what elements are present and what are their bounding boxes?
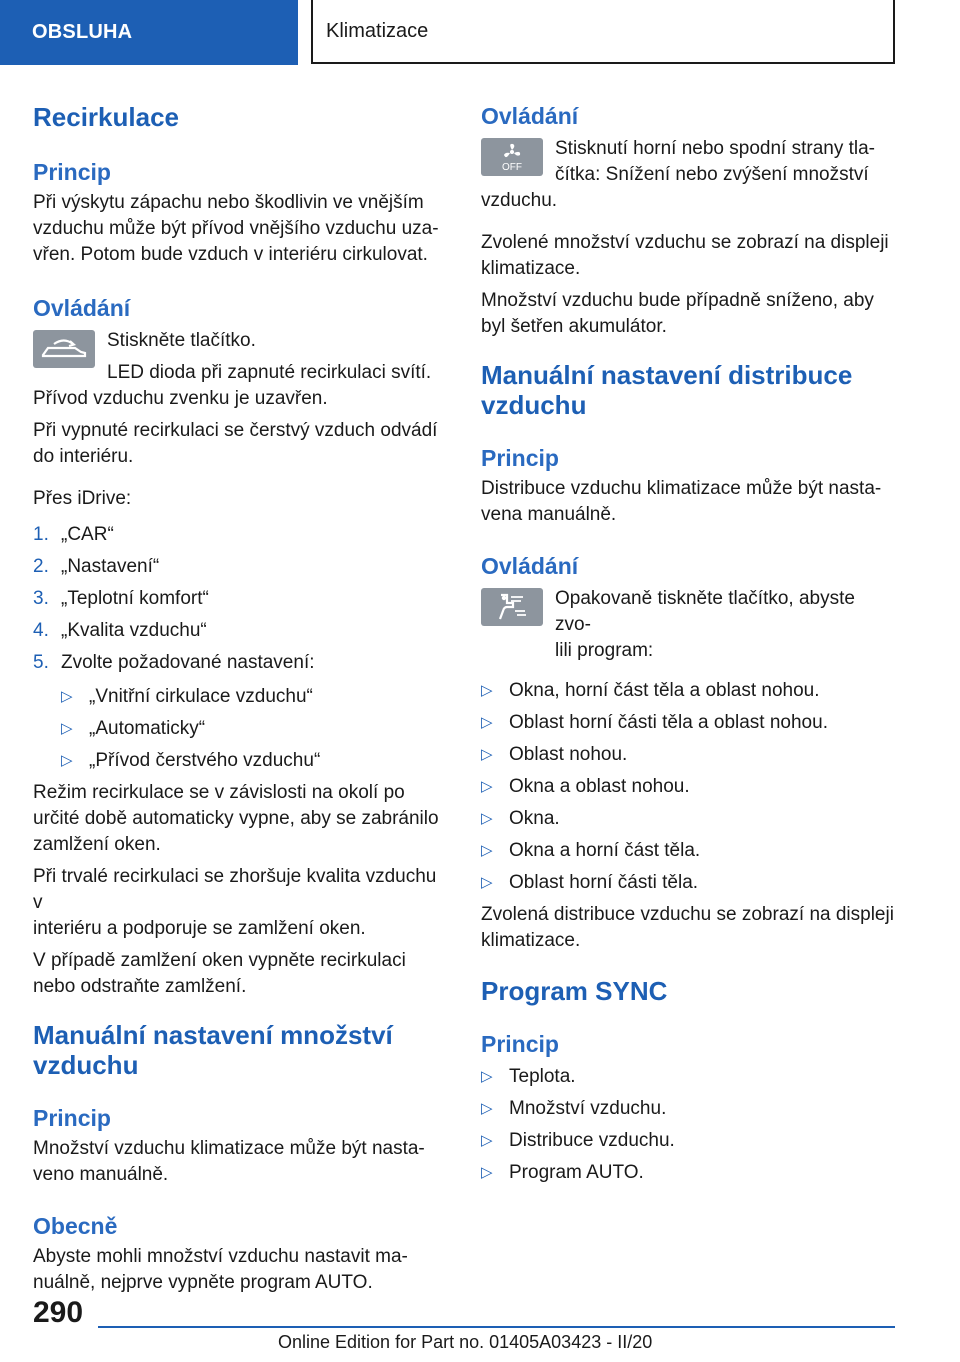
recirculation-control [33, 328, 443, 386]
list-item: 1. „CAR“ [33, 524, 114, 545]
footer-divider [98, 1326, 895, 1328]
chapter-tab [311, 0, 895, 64]
paragraph-amount-display: Zvolené množství vzduchu se zobrazí na displeji klimatizace. [481, 232, 889, 279]
heading-manual-amount: Manuální nastavení množství vzduchu [33, 1020, 393, 1080]
heading-principle: Princip [33, 159, 111, 185]
list-item: ▷ Program AUTO. [481, 1162, 644, 1183]
heading-control: Ovládání [33, 295, 131, 321]
paragraph-principle-amount: Množství vzduchu klimatizace může být nasta- veno manuálně. [33, 1138, 425, 1185]
heading-control: Ovládání [481, 553, 579, 579]
fan-off-icon [481, 138, 543, 176]
heading-principle: Princip [33, 1105, 111, 1131]
list-item: ▷ Oblast horní části těla. [481, 872, 699, 893]
page-number: 290 [33, 1296, 84, 1329]
paragraph-intake-closed: Přívod vzduchu zvenku je uzavřen. [33, 388, 328, 409]
heading-principle: Princip [481, 1031, 559, 1057]
heading-recirculation: Recirkulace [33, 102, 179, 132]
instruction-press: Stiskněte tlačítko. [107, 330, 256, 351]
fan-control: OFF Stisknutí horní nebo spodní strany tla- čítka: Snížení nebo zvýšení množství [481, 136, 896, 188]
heading-sync: Program SYNC [481, 976, 668, 1006]
heading-manual-distribution: Manuální nastavení distribuce vzduchu [481, 360, 853, 420]
paragraph-fogging: V případě zamlžení oken vypněte recirkulaci nebo odstraňte zamlžení. [33, 950, 406, 997]
paragraph-battery: Množství vzduchu bude případně sníženo, aby byl šetřen akumulátor. [481, 290, 874, 337]
instruction-led: LED dioda při zapnuté recirkulaci svítí. [107, 362, 432, 383]
list-item: ▷ Okna, horní část těla a oblast nohou. [481, 680, 820, 701]
list-item: ▷ „Automaticky“ [61, 718, 206, 739]
list-item: ▷ Oblast nohou. [481, 744, 628, 765]
list-item: 4. „Kvalita vzduchu“ [33, 620, 207, 641]
paragraph-distribution-display: Zvolená distribuce vzduchu se zobrazí na displeji klimatizace. [481, 904, 894, 951]
paragraph-idrive: Přes iDrive: [33, 488, 132, 509]
edition-note: Online Edition for Part no. 01405A03423 - II/20 [278, 1332, 653, 1352]
list-item: 5. Zvolte požadované nastavení: [33, 652, 315, 673]
paragraph-fan-end: vzduchu. [481, 190, 558, 211]
list-item: ▷ „Vnitřní cirkulace vzduchu“ [61, 686, 313, 707]
paragraph-principle: Při výskytu zápachu nebo škodlivin ve vnějším vzduchu může být přívod vnějšího vzduchu uza- vřen. Potom bude vzduch v interiéru cirkulovat. [33, 192, 439, 265]
left-column [33, 100, 443, 1296]
list-item: ▷ Distribuce vzduchu. [481, 1130, 675, 1151]
recirc-options [33, 684, 443, 780]
list-item: 3. „Teplotní komfort“ [33, 588, 209, 609]
air-distribution-icon [481, 588, 543, 626]
list-item: ▷ Oblast horní části těla a oblast nohou. [481, 712, 828, 733]
distribution-control: Opakovaně tiskněte tlačítko, abyste zvo- lili program: [481, 586, 896, 664]
paragraph-permanent: Při trvalé recirkulaci se zhoršuje kvalita vzduchu v interiéru a podporuje se zamlžení oken. [33, 866, 437, 939]
distribution-options [481, 678, 896, 902]
list-item: ▷ Okna a horní část těla. [481, 840, 701, 861]
idrive-steps [33, 522, 443, 684]
list-item: ▷ „Přívod čerstvého vzduchu“ [61, 750, 321, 771]
recirculation-icon [33, 330, 95, 368]
list-item: ▷ Okna a oblast nohou. [481, 776, 690, 797]
paragraph-principle-distribution: Distribuce vzduchu klimatizace může být nasta- vena manuálně. [481, 478, 882, 525]
paragraph-general: Abyste mohli množství vzduchu nastavit ma- nuálně, nejprve vypněte program AUTO. [33, 1246, 408, 1293]
paragraph-recirc-off: Při vypnuté recirkulaci se čerstvý vzduch odvádí do interiéru. [33, 420, 438, 467]
section-tab [0, 0, 298, 65]
section-title: OBSLUHA [32, 21, 133, 43]
list-item: 2. „Nastavení“ [33, 556, 160, 577]
chapter-title: Klimatizace [326, 19, 429, 42]
list-item: ▷ Množství vzduchu. [481, 1098, 667, 1119]
heading-principle: Princip [481, 445, 559, 471]
sync-items [481, 1064, 896, 1192]
list-item: ▷ Teplota. [481, 1066, 576, 1087]
paragraph-auto-off: Režim recirkulace se v závislosti na okolí po určité době automaticky vypne, aby se zabránilo zamlžení oken. [33, 782, 439, 855]
fan-off-label: OFF [502, 161, 522, 173]
heading-control: Ovládání [481, 103, 579, 129]
right-column [481, 100, 896, 1192]
list-item: ▷ Okna. [481, 808, 560, 829]
heading-general: Obecně [33, 1213, 118, 1239]
